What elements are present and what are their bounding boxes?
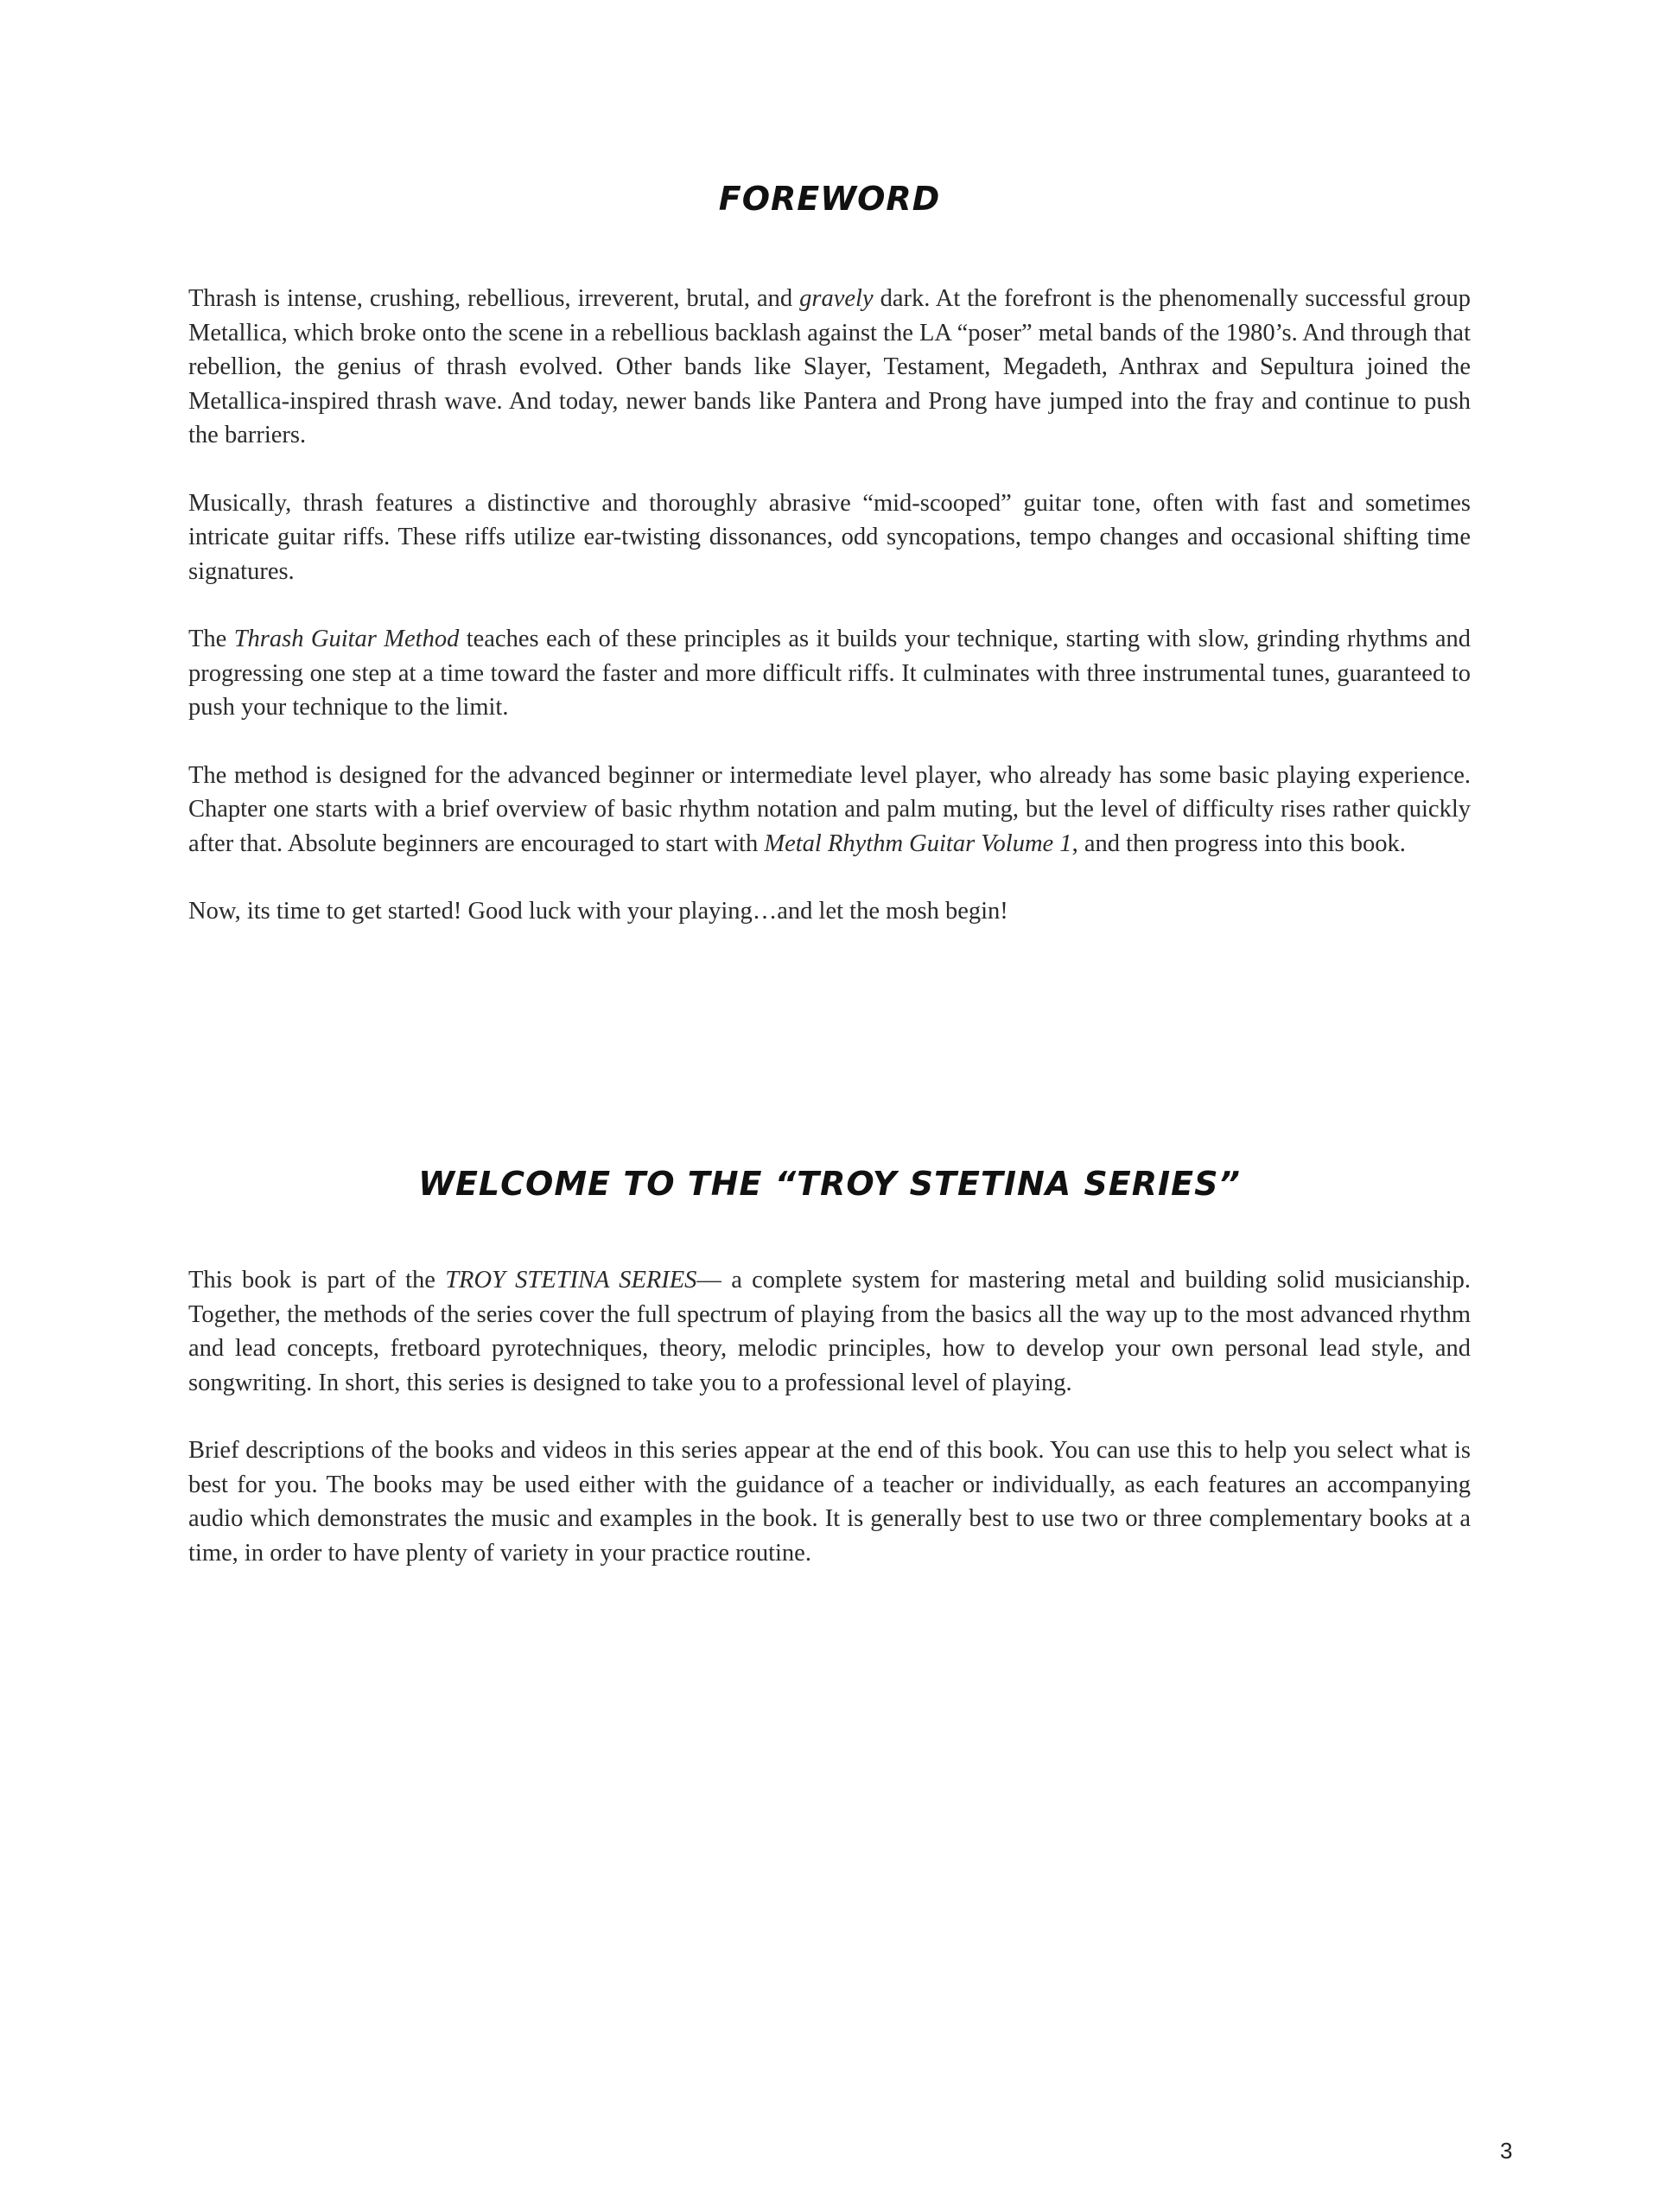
- welcome-p1-text-a: This book is part of the: [188, 1267, 446, 1294]
- foreword-p1-emphasis: gravely: [799, 285, 874, 312]
- welcome-paragraph-1: [188, 1263, 1471, 1400]
- page-number: 3: [1500, 2138, 1513, 2164]
- foreword-p3-book-title: Thrash Guitar Method: [233, 626, 460, 652]
- welcome-section: [188, 1263, 1471, 1604]
- foreword-p1-text-a: Thrash is intense, crushing, rebellious, irreverent, brutal, and: [188, 285, 800, 312]
- foreword-paragraph-1: [188, 282, 1471, 453]
- foreword-paragraph-5: Now, its time to get started! Good luck with your playing…and let the mosh begin!: [188, 898, 1008, 925]
- foreword-heading: FOREWORD: [718, 180, 941, 218]
- foreword-p1-text-b: dark. At the forefront is the phenomenally successful group Metallica, which broke onto the scene in a rebellious backlash against the LA “poser” metal bands of the 1980’s. And through that rebellion, the genius of thrash evolved. Other bands like Slayer, Testament, Megadeth, Anthrax and Sepultura joined the Metallica-inspired thrash wave. And today, newer bands like Pantera and Prong have jumped into the fray and continue to push the barriers.: [188, 285, 1471, 448]
- foreword-paragraph-3: [188, 622, 1471, 725]
- foreword-section: [188, 282, 1471, 963]
- welcome-paragraph-2: Brief descriptions of the books and videos in this series appear at the end of this book. You can use this to help you select what is best for you. The books may be used either with the guidance of a teacher or individually, as each features an accompanying audio which demonstrates the music and examples in the book. It is generally best to use two or three complementary books at a time, in order to have plenty of variety in your practice routine.: [188, 1437, 1471, 1567]
- foreword-paragraph-4: [188, 759, 1471, 861]
- welcome-heading: WELCOME TO THE “TROY STETINA SERIES”: [418, 1165, 1241, 1203]
- foreword-p4-book-title: Metal Rhythm Guitar Volume 1: [764, 830, 1072, 857]
- foreword-p3-text-b: teaches each of these principles as it builds your technique, starting with slow, grinding rhythms and progressing one step at a time toward the faster and more difficult riffs. It culminates with three instrumental tunes, guaranteed to push your technique to the limit.: [188, 626, 1471, 721]
- foreword-p4-text-a: The method is designed for the advanced beginner or intermediate level player, who already has some basic playing experience. Chapter one starts with a brief overview of basic rhythm notation and palm muting, but the level of difficulty rises rather quickly after that. Absolute beginners are encouraged to start with: [188, 761, 1471, 857]
- welcome-p1-series-title: TROY STETINA SERIES: [445, 1267, 697, 1294]
- foreword-paragraph-2: Musically, thrash features a distinctive and thoroughly abrasive “mid-scooped” guitar tone, often with fast and sometimes intricate guitar riffs. These riffs utilize ear-twisting dissonances, odd syncopations, tempo changes and occasional shifting time signatures.: [188, 489, 1471, 585]
- foreword-p3-text-a: The: [188, 626, 234, 652]
- foreword-p4-text-b: , and then progress into this book.: [1071, 830, 1406, 857]
- welcome-p1-text-b: — a complete system for mastering metal and building solid musicianship. Together, the methods of the series cover the full spectrum of playing from the basics all the way up to the most advanced rhythm and lead concepts, fretboard pyrotechniques, theory, melodic principles, how to develop your own personal lead style, and songwriting. In short, this series is designed to take you to a professional level of playing.: [188, 1267, 1471, 1396]
